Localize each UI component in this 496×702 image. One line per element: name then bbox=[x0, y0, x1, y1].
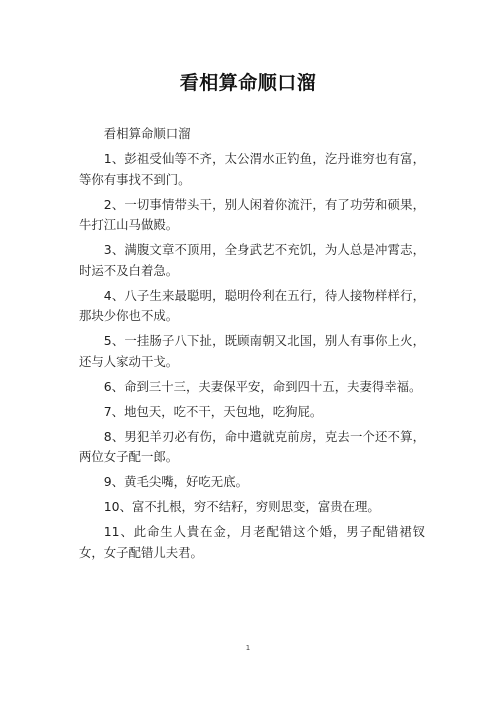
body-heading: 看相算命顺口溜 bbox=[103, 126, 191, 141]
document-body bbox=[79, 124, 425, 563]
paragraph-8: 8、男犯羊刃必有伤，命中遣就克前房，克去一个还不算，两位女子配一郎。 bbox=[79, 428, 425, 464]
paragraph-1: 1、彭祖受仙等不齐，太公渭水正钓鱼，汔丹谁穷也有富，等你有事找不到门。 bbox=[79, 151, 425, 187]
page-number: 1 bbox=[245, 644, 251, 652]
paragraph-6: 6、命到三十三，夫妻保平安，命到四十五，夫妻得幸福。 bbox=[103, 378, 422, 394]
paragraph-3: 3、满腹文章不顶用，全身武艺不充饥，为人总是冲霄志，时运不及白着急。 bbox=[79, 242, 425, 278]
paragraph-7: 7、地包天，吃不干，天包地，吃狗屁。 bbox=[103, 403, 323, 419]
paragraph-4: 4、八子生来最聪明，聪明伶利在五行，待人接物样样行，那块少你也不成。 bbox=[79, 287, 425, 323]
document-title: 看相算命顺口溜 bbox=[179, 72, 317, 94]
paragraph-11: 11、此命生人貴在金，月老配错这个婚，男子配错裙钗女，女子配错儿夫君。 bbox=[79, 524, 425, 560]
paragraph-9: 9、黄毛尖嘴，好吃无底。 bbox=[103, 474, 248, 489]
paragraph-5: 5、一挂肠子八下扯，既顾南朝又北国，别人有事你上火，还与人家动干戈。 bbox=[79, 333, 425, 369]
paragraph-2: 2、一切事情带头干，别人闲着你流汗，有了功劳和硕果，牛打江山马做殿。 bbox=[79, 196, 425, 232]
paragraph-10: 10、富不扎根，穷不结籽，穷则思变，富贵在理。 bbox=[103, 499, 380, 514]
